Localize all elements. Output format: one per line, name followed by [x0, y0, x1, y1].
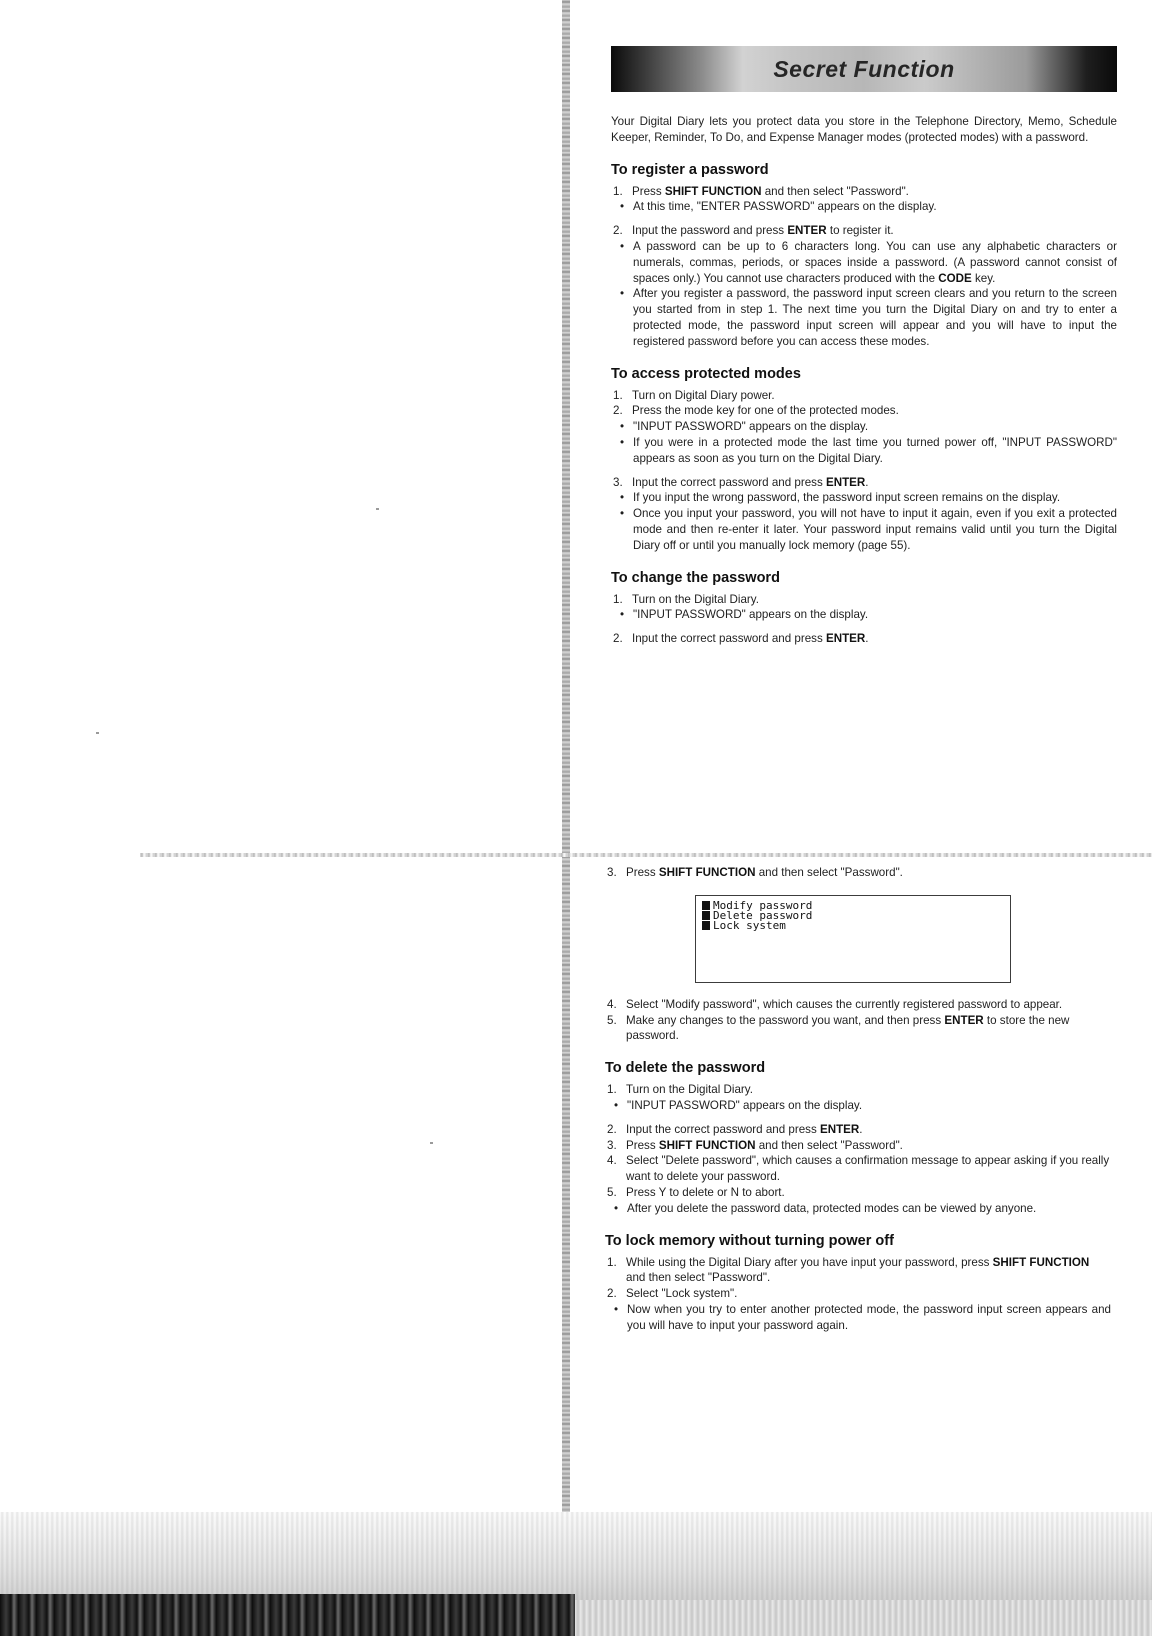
delete-step-3: 3. Press SHIFT FUNCTION and then select "Password". [607, 1138, 903, 1152]
register-step-2: 2. Input the password and press ENTER to register it. [613, 224, 894, 238]
register-step-1: 1. Press SHIFT FUNCTION and then select "Password". [613, 184, 909, 198]
title-banner [611, 46, 1117, 92]
cursor-block-icon [702, 921, 710, 930]
change-step-1-note: • "INPUT PASSWORD" appears on the display. [611, 607, 1117, 623]
register-step-2-note-2: • After you register a password, the password input screen clears and you return to the screen you started from in step 1. The next time you turn the Digital Diary on and try to enter a protected mode, the password input screen will appear and you will have to input the registered password before you can access these modes. [611, 286, 1117, 349]
lcd-menu-item: Modify password [702, 901, 1004, 911]
lock-heading: To lock memory without turning power off [605, 1232, 894, 1249]
access-step-3-note-2: • Once you input your password, you will not have to input it again, even if you exit a protected mode and then re-enter it later. Your password input remains valid until you turn the Digital Diary off or until you manually lock memory (page 55). [611, 506, 1117, 553]
delete-section [605, 1058, 1111, 1216]
access-step-2-note-2: • If you were in a protected mode the last time you turned power off, "INPUT PASSWORD" appears as soon as you turn on the Digital Diary. [611, 435, 1117, 467]
register-step-2-note-1: • A password can be up to 6 characters long. You can use any alphabetic characters or numerals, commas, periods, or spaces inside a password. (A password cannot consist of spaces only.) You cannot use characters produced with the CODE key. [611, 239, 1117, 286]
access-step-2-note-1: • "INPUT PASSWORD" appears on the display. [611, 419, 1117, 435]
cursor-block-icon [702, 911, 710, 920]
scan-speck [96, 732, 99, 734]
register-section [611, 160, 1117, 350]
scan-speck [376, 508, 379, 510]
change-step-5: 5. Make any changes to the password you want, and then press ENTER to store the new password. [607, 1013, 1070, 1043]
change-step-3: 3. Press SHIFT FUNCTION and then select "Password". [607, 866, 903, 879]
cursor-block-icon [702, 901, 710, 910]
lock-step-2: 2. Select "Lock system". [607, 1287, 738, 1301]
access-step-1: 1. Turn on Digital Diary power. [613, 388, 775, 402]
access-section [611, 364, 1117, 554]
delete-heading: To delete the password [605, 1060, 766, 1077]
delete-step-1-note: • "INPUT PASSWORD" appears on the display. [605, 1098, 1111, 1114]
change-step-2: 2. Input the correct password and press ENTER. [613, 632, 869, 646]
lcd-menu-item: Lock system [702, 921, 1004, 931]
lcd-screen [695, 895, 1011, 983]
lower-column [605, 865, 1111, 1348]
access-step-3-note-1: • If you input the wrong password, the password input screen remains on the display. [611, 490, 1117, 506]
blank-left-page [0, 0, 566, 1636]
delete-step-4: 4. Select "Delete password", which causes a confirmation message to appear asking if you really want to delete your password. [607, 1154, 1110, 1184]
register-step-1-note: • At this time, "ENTER PASSWORD" appears on the display. [611, 199, 1117, 215]
change-step-4: 4. Select "Modify password", which causes the currently registered password to appear. [607, 997, 1063, 1011]
lcd-menu-item: Delete password [702, 911, 1004, 921]
delete-step-1: 1. Turn on the Digital Diary. [607, 1083, 753, 1097]
change-heading: To change the password [611, 569, 780, 586]
access-step-2: 2. Press the mode key for one of the protected modes. [613, 404, 899, 418]
page-title: Secret Function [773, 56, 955, 82]
intro-paragraph: Your Digital Diary lets you protect data you store in the Telephone Directory, Memo, Schedule Keeper, Reminder, To Do, and Expense Manager modes (protected modes) with a password. [611, 115, 1117, 144]
access-heading: To access protected modes [611, 365, 801, 382]
upper-column [611, 114, 1117, 661]
change-step-1: 1. Turn on the Digital Diary. [613, 592, 759, 606]
delete-step-5: 5. Press Y to delete or N to abort. [607, 1185, 785, 1199]
lock-step-1: 1. While using the Digital Diary after you have input your password, press SHIFT FUNCTION and then select "Password". [607, 1255, 1090, 1285]
scan-speck [430, 1142, 433, 1144]
lock-step-2-note: • Now when you try to enter another protected mode, the password input screen appears and you will have to input your password again. [605, 1302, 1111, 1334]
access-step-3: 3. Input the correct password and press ENTER. [613, 475, 869, 489]
scan-dark-edge [0, 1594, 575, 1636]
register-heading: To register a password [611, 161, 769, 178]
delete-step-2: 2. Input the correct password and press ENTER. [607, 1122, 863, 1136]
delete-step-5-note: • After you delete the password data, protected modes can be viewed by anyone. [605, 1201, 1111, 1217]
lock-section [605, 1231, 1111, 1334]
scan-edge-right [575, 1600, 1152, 1636]
page-spine [562, 0, 570, 1636]
fold-line [140, 853, 1152, 857]
change-section [611, 568, 1117, 647]
